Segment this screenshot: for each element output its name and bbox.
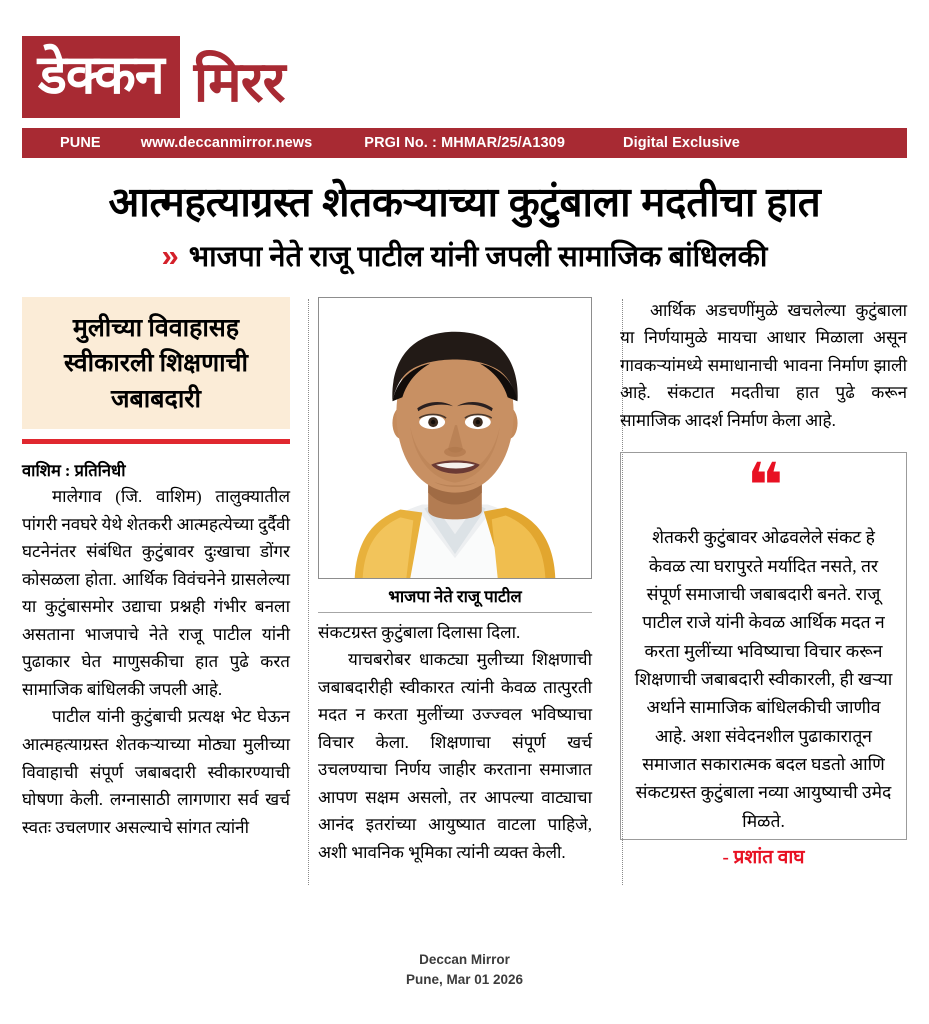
page-footer — [0, 950, 929, 991]
footer-place-date: Pune, Mar 01 2026 — [405, 971, 524, 987]
masthead-logo-secondary: मिरर — [193, 50, 285, 113]
side-headline-box — [22, 297, 290, 430]
pull-quote-attribution: - प्रशांत वाघ — [722, 847, 805, 869]
masthead-logo-primary: डेक्कन — [22, 36, 180, 118]
body-paragraph: याचबरोबर धाकट्या मुलीच्या शिक्षणाची जबाबदारीही स्वीकारत त्यांनी केवळ तात्पुरती मदत न करता मुलींच्या उज्ज्वल भविष्याचा विचार केला. शिक्षणाचा संपूर्ण खर्च उचलण्याचा निर्णय जाहीर करताना ‍‍समाजात आपण सक्षम असलो, तर आपल्या वाट्याचा आनंद इतरांच्या आयुष्यात वाटला पाहिजे,‍‍ अशी भावनिक भूमिका त्यांनी व्यक्त केली. — [318, 650, 592, 862]
quotation-mark-icon: ❝ — [746, 452, 781, 522]
body-paragraph: आर्थिक अडचणींमुळे खचलेल्या कुटुंबाला या निर्णयामुळे मायचा आधार मिळाला असून गावकऱ्यांमध्ये समाधानाची भावना निर्माण झाली आहे. संकटात मदतीचा हात पुढे करून सामाजिक आदर्श निर्माण केला आहे. — [620, 300, 907, 430]
column-right — [606, 297, 907, 889]
article-subheadline-row — [22, 237, 907, 275]
info-bar-website[interactable]: www.deccanmirror.news — [140, 135, 313, 151]
info-bar-prgi-number: PRGI No. : MHMAR/25/A1309 — [364, 135, 566, 151]
column-middle — [304, 297, 606, 889]
chevron-right-icon: » — [161, 237, 179, 273]
masthead — [22, 0, 907, 118]
info-bar-city: PUNE — [60, 135, 101, 151]
photo-caption: भाजपा नेते राजू पाटील — [318, 579, 592, 613]
article-columns — [22, 297, 907, 889]
article-headline: आत्महत्याग्रस्त शेतकऱ्याच्या कुटुंबाला मदतीचा हात — [108, 179, 821, 225]
side-headline-text: मुलीच्या विवाहासह स्वीकारली शिक्षणाची जबाबदारी — [64, 314, 248, 413]
column-left — [22, 297, 304, 889]
pull-quote-box — [620, 452, 907, 869]
info-bar — [22, 128, 907, 158]
body-paragraph: मालेगाव (जि. वाशिम) तालुक्यातील पांगरी नवघरे येथे शेतकरी आत्महत्येच्या दुर्दैवी घटनेनंतर संबंधित कुटुंबावर दुःखाचा डोंगर कोसळला होता. आर्थिक विवंचनेने ग्रासलेल्या या कुटुंबासमोर उद्याचा प्रश्नही गंभीर बनला असताना भाजपाचे नेते राजू पाटील यांनी पुढाकार घेत माणुसकीचा हात पुढे करत सामाजिक बांधिलकी जपली आहे. — [22, 487, 290, 699]
body-paragraph: संकटग्रस्त कुटुंबाला दिलासा दिला. — [318, 622, 521, 642]
footer-publication: Deccan Mirror — [419, 951, 510, 967]
article-subheadline: भाजपा नेते राजू पाटील यांनी जपली सामाजिक बांधिलकी — [188, 240, 768, 273]
dateline: वाशिम : प्रतिनिधी — [22, 461, 126, 481]
body-paragraph: पाटील यांनी कुटुंबाची प्रत्यक्ष भेट घेऊन आत्महत्याग्रस्त शेतकऱ्याच्या मोठ्या मुलीच्या विवाहाची संपूर्ण जबाबदारी स्वीकारण्याची घोषणा केली. लग्नासाठी लागणारा सर्व खर्च स्वतः उचलणार असल्याचे सांगत त्यांनी — [22, 707, 290, 837]
pull-quote-text: शेतकरी कुटुंबावर ओढवलेले संकट हे केवळ त्या घरापुरते मर्यादित नसते, तर संपूर्ण समाजाची जबाबदारी बनते. राजू पाटील राजे यांनी केवळ आर्थिक मदत न करता मुलींच्या भविष्याचा विचार करून शिक्षणाची जबाबदारी स्वीकारली, ही खऱ्या अर्थाने सामाजिक बांधिलकीची जाणीव आहे. अशा संवेदनशील पुढाकारातून समाजात सकारात्मक बदल घडतो आणि संकटग्रस्त कुटुंबाला नव्या आयुष्याची उमेद मिळते. — [634, 527, 893, 831]
side-headline-underline — [22, 439, 290, 444]
info-bar-digital-exclusive: Digital Exclusive — [623, 135, 740, 151]
article-photo — [318, 297, 592, 579]
portrait-photo-graphic — [319, 298, 591, 578]
